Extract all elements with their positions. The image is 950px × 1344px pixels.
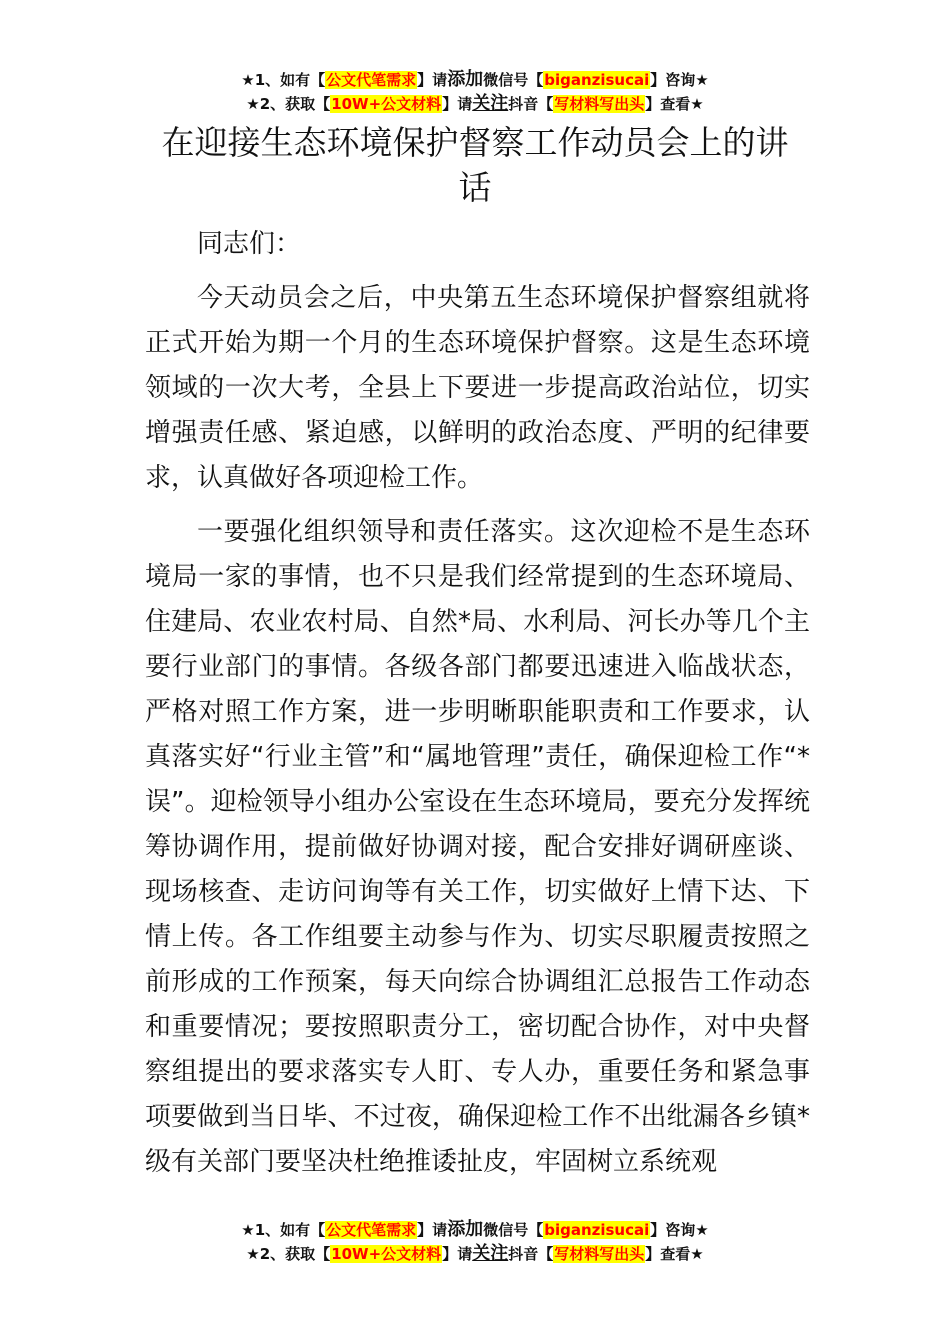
title-line-2: 话 (458, 168, 492, 207)
promo-text: 】请 (442, 95, 473, 113)
promo-emphasis: 添加 (447, 1219, 484, 1240)
promo-highlight: 10W+公文材料 (331, 1245, 442, 1263)
promo-highlight: 写材料写出头 (554, 95, 645, 113)
promo-line-2 (0, 1242, 950, 1266)
promo-text: 微信号【 (483, 1221, 544, 1239)
promo-text: ★1、如有【 (241, 1221, 326, 1239)
promo-text: 】请 (417, 71, 448, 89)
document-body (145, 222, 810, 1194)
promo-text: ★2、获取【 (246, 95, 331, 113)
promo-text: ★1、如有【 (241, 71, 326, 89)
footer-promo-banner (0, 1218, 950, 1266)
salutation: 同志们： (197, 229, 302, 259)
paragraph-1: 今天动员会之后，中央第五生态环境保护督察组就将正式开始为期一个月的生态环境保护督察。这是生态环境领域的一次大考，全县上下要进一步提高政治站位，切实增强责任感、紧迫感，以鲜明的政治态度、严明的纪律要求，认真做好各项迎检工作。 (145, 283, 810, 493)
promo-text: 微信号【 (483, 71, 544, 89)
promo-text: 】查看★ (645, 95, 704, 113)
promo-text: 抖音【 (508, 1245, 554, 1263)
promo-text: 】请 (442, 1245, 473, 1263)
promo-line-1 (0, 1218, 950, 1242)
promo-emphasis: 关注 (472, 93, 509, 114)
promo-text: 】查看★ (645, 1245, 704, 1263)
promo-highlight: 写材料写出头 (554, 1245, 645, 1263)
title-line-1: 在迎接生态环境保护督察工作动员会上的讲 (161, 123, 789, 162)
promo-highlight: biganzisucai (544, 71, 650, 89)
promo-text: 抖音【 (508, 95, 554, 113)
promo-text: 】请 (417, 1221, 448, 1239)
promo-text: ★2、获取【 (246, 1245, 331, 1263)
promo-highlight: 公文代笔需求 (326, 1221, 417, 1239)
promo-highlight: 公文代笔需求 (326, 71, 417, 89)
promo-highlight: 10W+公文材料 (331, 95, 442, 113)
promo-highlight: biganzisucai (544, 1221, 650, 1239)
promo-line-1 (0, 68, 950, 92)
promo-emphasis: 关注 (472, 1243, 509, 1264)
header-promo-banner (0, 68, 950, 116)
paragraph-2: 一要强化组织领导和责任落实。这次迎检不是生态环境局一家的事情，也不只是我们经常提到的生态环境局、住建局、农业农村局、自然*局、水利局、河长办等几个主要行业部门的事情。各级各部门都要迅速进入临战状态，严格对照工作方案，进一步明晰职能职责和工作要求，认真落实好“行业主管”和“属地管理”责任，确保迎检工作“*误”。迎检领导小组办公室设在生态环境局，要充分发挥统筹协调作用，提前做好协调对接，配合安排好调研座谈、现场核查、走访问询等有关工作，切实做好上情下达、下情上传。各工作组要主动参与作为、切实尽职履责按照之前形成的工作预案，每天向综合协调组汇总报告工作动态和重要情况；要按照职责分工，密切配合协作，对中央督察组提出的要求落实专人盯、专人办，重要任务和紧急事项要做到当日毕、不过夜，确保迎检工作不出纰漏各乡镇*级有关部门要坚决杜绝推诿扯皮，牢固树立系统观 (145, 517, 810, 1177)
promo-emphasis: 添加 (447, 69, 484, 90)
promo-line-2 (0, 92, 950, 116)
document-title (150, 120, 800, 210)
promo-text: 】咨询★ (650, 1221, 709, 1239)
promo-text: 】咨询★ (650, 71, 709, 89)
